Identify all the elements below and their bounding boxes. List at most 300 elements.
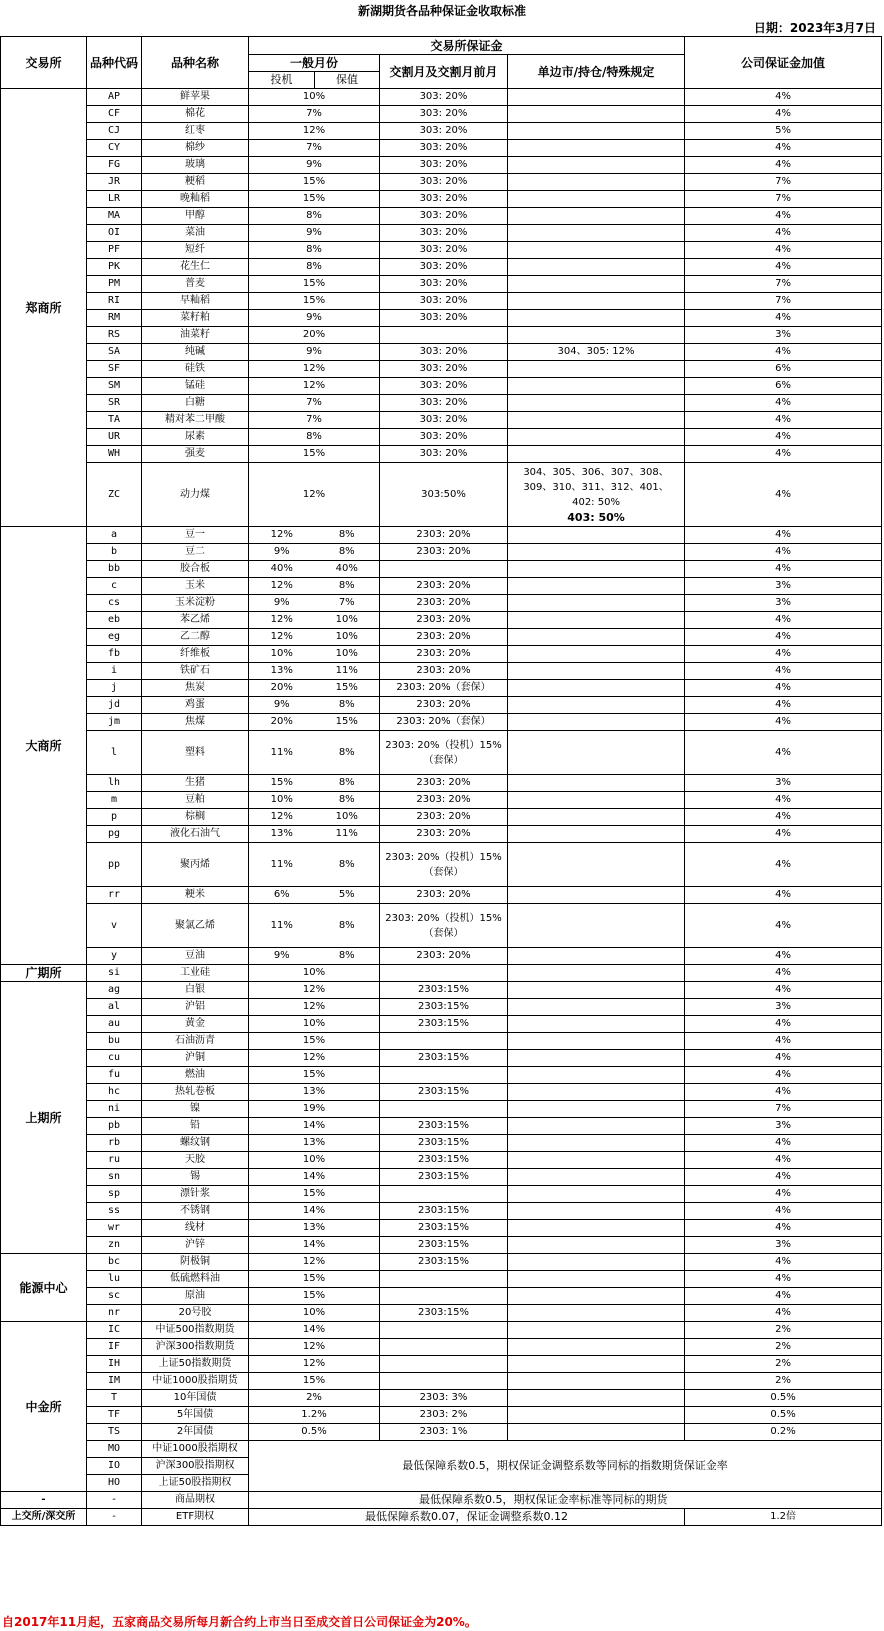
hedge-cell: 40% bbox=[315, 561, 380, 578]
delivery-cell: 303: 20% bbox=[380, 259, 508, 276]
table-row bbox=[1, 1033, 882, 1050]
table-row bbox=[1, 1356, 882, 1373]
table-row bbox=[1, 1373, 882, 1390]
name-cell: 纤维板 bbox=[142, 646, 249, 663]
name-cell: 上证50指数期货 bbox=[142, 1356, 249, 1373]
company-add-cell: 4% bbox=[685, 344, 882, 361]
name-cell: 沪深300股指期权 bbox=[142, 1458, 249, 1475]
delivery-cell bbox=[380, 1067, 508, 1084]
table-row bbox=[1, 191, 882, 208]
spec-cell: 9% bbox=[249, 225, 380, 242]
table-row bbox=[1, 1492, 882, 1509]
code-cell: fu bbox=[87, 1067, 142, 1084]
special-cell bbox=[508, 680, 685, 697]
spec-cell: 15% bbox=[249, 775, 315, 792]
table-row bbox=[1, 140, 882, 157]
hedge-cell: 8% bbox=[315, 775, 380, 792]
special-cell bbox=[508, 259, 685, 276]
company-add-cell: 4% bbox=[685, 1186, 882, 1203]
table-row bbox=[1, 1152, 882, 1169]
table-row bbox=[1, 395, 882, 412]
delivery-cell: 303: 20% bbox=[380, 361, 508, 378]
name-cell: 动力煤 bbox=[142, 463, 249, 527]
spec-cell: 14% bbox=[249, 1237, 380, 1254]
special-cell bbox=[508, 1169, 685, 1186]
exchange-cell: 中金所 bbox=[1, 1322, 87, 1492]
name-cell: 豆油 bbox=[142, 948, 249, 965]
table-row bbox=[1, 1424, 882, 1441]
name-cell: 阴极铜 bbox=[142, 1254, 249, 1271]
hedge-cell: 10% bbox=[315, 646, 380, 663]
delivery-cell: 2303:15% bbox=[380, 1203, 508, 1220]
special-cell bbox=[508, 174, 685, 191]
name-cell: 工业硅 bbox=[142, 965, 249, 982]
special-cell bbox=[508, 429, 685, 446]
special-cell bbox=[508, 1356, 685, 1373]
delivery-cell: 2303: 20% bbox=[380, 612, 508, 629]
code-cell: - bbox=[87, 1492, 142, 1509]
special-cell bbox=[508, 1101, 685, 1118]
spec-cell: 20% bbox=[249, 680, 315, 697]
delivery-cell: 303: 20% bbox=[380, 89, 508, 106]
spec-cell: 12% bbox=[249, 463, 380, 527]
code-cell: ss bbox=[87, 1203, 142, 1220]
delivery-cell: 303: 20% bbox=[380, 378, 508, 395]
header-spec: 投机 bbox=[249, 72, 315, 89]
spec-cell: 9% bbox=[249, 595, 315, 612]
spec-cell: 12% bbox=[249, 123, 380, 140]
special-cell bbox=[508, 663, 685, 680]
spec-cell: 6% bbox=[249, 887, 315, 904]
code-cell: FG bbox=[87, 157, 142, 174]
delivery-cell bbox=[380, 1186, 508, 1203]
name-cell: 漂针浆 bbox=[142, 1186, 249, 1203]
special-cell bbox=[508, 1152, 685, 1169]
spec-cell: 15% bbox=[249, 1067, 380, 1084]
table-row bbox=[1, 999, 882, 1016]
table-row bbox=[1, 344, 882, 361]
spec-cell: 10% bbox=[249, 1152, 380, 1169]
name-cell: 乙二醇 bbox=[142, 629, 249, 646]
company-add-cell: 4% bbox=[685, 208, 882, 225]
delivery-cell: 303: 20% bbox=[380, 446, 508, 463]
code-cell: - bbox=[87, 1509, 142, 1526]
spec-cell: 12% bbox=[249, 361, 380, 378]
spec-cell: 12% bbox=[249, 578, 315, 595]
hedge-cell: 8% bbox=[315, 731, 380, 775]
name-cell: 短纤 bbox=[142, 242, 249, 259]
delivery-cell: 303: 20% bbox=[380, 242, 508, 259]
delivery-cell: 2303: 20%（投机）15%（套保） bbox=[380, 731, 508, 775]
company-add-cell: 3% bbox=[685, 775, 882, 792]
name-cell: 硅铁 bbox=[142, 361, 249, 378]
special-cell bbox=[508, 809, 685, 826]
delivery-cell bbox=[380, 1322, 508, 1339]
hedge-cell: 10% bbox=[315, 612, 380, 629]
delivery-cell bbox=[380, 327, 508, 344]
code-cell: CY bbox=[87, 140, 142, 157]
table-row bbox=[1, 276, 882, 293]
delivery-cell bbox=[380, 965, 508, 982]
code-cell: RS bbox=[87, 327, 142, 344]
delivery-cell: 303: 20% bbox=[380, 395, 508, 412]
table-row bbox=[1, 809, 882, 826]
code-cell: lu bbox=[87, 1271, 142, 1288]
table-row bbox=[1, 714, 882, 731]
spec-cell: 12% bbox=[249, 378, 380, 395]
code-cell: sn bbox=[87, 1169, 142, 1186]
code-cell: v bbox=[87, 904, 142, 948]
code-cell: WH bbox=[87, 446, 142, 463]
delivery-cell: 2303: 20%（套保） bbox=[380, 714, 508, 731]
table-row bbox=[1, 1288, 882, 1305]
name-cell: 苯乙烯 bbox=[142, 612, 249, 629]
name-cell: 镍 bbox=[142, 1101, 249, 1118]
name-cell: 胶合板 bbox=[142, 561, 249, 578]
delivery-cell: 2303: 3% bbox=[380, 1390, 508, 1407]
code-cell: ni bbox=[87, 1101, 142, 1118]
table-row bbox=[1, 792, 882, 809]
special-cell bbox=[508, 463, 685, 527]
company-add-cell: 4% bbox=[685, 809, 882, 826]
code-cell: lh bbox=[87, 775, 142, 792]
table-row bbox=[1, 1220, 882, 1237]
spec-cell: 12% bbox=[249, 999, 380, 1016]
spec-cell: 13% bbox=[249, 663, 315, 680]
name-cell: 鲜苹果 bbox=[142, 89, 249, 106]
company-add-cell: 4% bbox=[685, 1305, 882, 1322]
name-cell: 中证1000股指期货 bbox=[142, 1373, 249, 1390]
table-row bbox=[1, 1441, 882, 1458]
code-cell: AP bbox=[87, 89, 142, 106]
table-row bbox=[1, 225, 882, 242]
special-cell bbox=[508, 612, 685, 629]
company-add-cell: 4% bbox=[685, 463, 882, 527]
company-add-cell: 4% bbox=[685, 242, 882, 259]
special-cell bbox=[508, 843, 685, 887]
table-row bbox=[1, 446, 882, 463]
spec-cell: 14% bbox=[249, 1203, 380, 1220]
company-add-cell: 7% bbox=[685, 174, 882, 191]
spec-cell: 15% bbox=[249, 1373, 380, 1390]
report-date: 日期：2023年3月7日 bbox=[753, 21, 876, 35]
code-cell: b bbox=[87, 544, 142, 561]
code-cell: TF bbox=[87, 1407, 142, 1424]
special-cell bbox=[508, 191, 685, 208]
table-row bbox=[1, 527, 882, 544]
code-cell: p bbox=[87, 809, 142, 826]
spec-cell: 19% bbox=[249, 1101, 380, 1118]
spec-cell: 12% bbox=[249, 527, 315, 544]
delivery-cell: 2303: 20% bbox=[380, 544, 508, 561]
delivery-cell: 303: 20% bbox=[380, 429, 508, 446]
header-hedge: 保值 bbox=[315, 72, 380, 89]
code-cell: ZC bbox=[87, 463, 142, 527]
delivery-cell: 2303:15% bbox=[380, 1169, 508, 1186]
spec-cell: 12% bbox=[249, 809, 315, 826]
company-add-cell: 7% bbox=[685, 191, 882, 208]
table-row bbox=[1, 904, 882, 948]
company-add-cell: 4% bbox=[685, 544, 882, 561]
company-add-cell: 4% bbox=[685, 680, 882, 697]
company-add-cell: 4% bbox=[685, 446, 882, 463]
header-company-add: 公司保证金加值 bbox=[685, 37, 882, 89]
company-add-cell: 5% bbox=[685, 123, 882, 140]
spec-cell: 20% bbox=[249, 327, 380, 344]
company-add-cell: 4% bbox=[685, 225, 882, 242]
company-add-cell: 1.2倍 bbox=[685, 1509, 882, 1526]
table-row bbox=[1, 1050, 882, 1067]
name-cell: 尿素 bbox=[142, 429, 249, 446]
spec-cell: 10% bbox=[249, 646, 315, 663]
hedge-cell: 8% bbox=[315, 843, 380, 887]
hedge-cell: 10% bbox=[315, 809, 380, 826]
delivery-cell: 2303: 20% bbox=[380, 663, 508, 680]
hedge-cell: 8% bbox=[315, 544, 380, 561]
name-cell: 沪铜 bbox=[142, 1050, 249, 1067]
spec-cell: 2% bbox=[249, 1390, 380, 1407]
hedge-cell: 8% bbox=[315, 697, 380, 714]
page-title: 新湖期货各品种保证金收取标准 bbox=[357, 4, 526, 18]
table-row bbox=[1, 561, 882, 578]
code-cell: al bbox=[87, 999, 142, 1016]
special-cell bbox=[508, 1254, 685, 1271]
company-add-cell: 0.5% bbox=[685, 1407, 882, 1424]
special-cell bbox=[508, 1067, 685, 1084]
company-add-cell: 4% bbox=[685, 612, 882, 629]
special-cell bbox=[508, 293, 685, 310]
spec-cell: 12% bbox=[249, 982, 380, 999]
delivery-cell: 2303:15% bbox=[380, 1016, 508, 1033]
special-cell bbox=[508, 225, 685, 242]
delivery-cell: 303: 20% bbox=[380, 106, 508, 123]
company-add-cell: 4% bbox=[685, 887, 882, 904]
special-cell bbox=[508, 544, 685, 561]
exchange-cell: 能源中心 bbox=[1, 1254, 87, 1322]
table-row bbox=[1, 982, 882, 999]
delivery-cell: 2303: 20% bbox=[380, 697, 508, 714]
company-add-cell: 4% bbox=[685, 1016, 882, 1033]
company-add-cell: 4% bbox=[685, 731, 882, 775]
code-cell: TS bbox=[87, 1424, 142, 1441]
code-cell: ag bbox=[87, 982, 142, 999]
code-cell: rb bbox=[87, 1135, 142, 1152]
name-cell: 石油沥青 bbox=[142, 1033, 249, 1050]
special-cell bbox=[508, 904, 685, 948]
name-cell: 棉花 bbox=[142, 106, 249, 123]
delivery-cell: 2303: 2% bbox=[380, 1407, 508, 1424]
spec-cell: 9% bbox=[249, 948, 315, 965]
code-cell: i bbox=[87, 663, 142, 680]
company-add-cell: 6% bbox=[685, 361, 882, 378]
name-cell: 液化石油气 bbox=[142, 826, 249, 843]
special-cell bbox=[508, 714, 685, 731]
special-cell bbox=[508, 1288, 685, 1305]
company-add-cell: 2% bbox=[685, 1373, 882, 1390]
code-cell: CF bbox=[87, 106, 142, 123]
table-row bbox=[1, 1186, 882, 1203]
special-cell bbox=[508, 106, 685, 123]
special-cell bbox=[508, 527, 685, 544]
spec-cell: 13% bbox=[249, 1220, 380, 1237]
code-cell: nr bbox=[87, 1305, 142, 1322]
name-cell: 上证50股指期权 bbox=[142, 1475, 249, 1492]
table-row bbox=[1, 1305, 882, 1322]
spec-cell: 12% bbox=[249, 629, 315, 646]
company-add-cell: 4% bbox=[685, 1135, 882, 1152]
delivery-cell: 2303: 20% bbox=[380, 646, 508, 663]
delivery-cell: 303:50% bbox=[380, 463, 508, 527]
table-row bbox=[1, 1237, 882, 1254]
company-add-cell: 4% bbox=[685, 826, 882, 843]
delivery-cell: 303: 20% bbox=[380, 191, 508, 208]
company-add-cell: 4% bbox=[685, 140, 882, 157]
spec-cell: 9% bbox=[249, 697, 315, 714]
table-row bbox=[1, 843, 882, 887]
table-row bbox=[1, 1016, 882, 1033]
delivery-cell: 2303: 20% bbox=[380, 809, 508, 826]
company-add-cell: 4% bbox=[685, 1033, 882, 1050]
hedge-cell: 11% bbox=[315, 663, 380, 680]
special-cell bbox=[508, 1339, 685, 1356]
table-row bbox=[1, 948, 882, 965]
name-cell: 黄金 bbox=[142, 1016, 249, 1033]
spec-cell: 13% bbox=[249, 1135, 380, 1152]
company-add-cell: 6% bbox=[685, 378, 882, 395]
code-cell: m bbox=[87, 792, 142, 809]
company-add-cell: 4% bbox=[685, 395, 882, 412]
delivery-cell: 303: 20% bbox=[380, 310, 508, 327]
company-add-cell: 4% bbox=[685, 310, 882, 327]
spec-cell: 11% bbox=[249, 731, 315, 775]
hedge-cell: 8% bbox=[315, 578, 380, 595]
special-cell bbox=[508, 310, 685, 327]
spec-cell: 12% bbox=[249, 1356, 380, 1373]
special-cell bbox=[508, 1305, 685, 1322]
code-cell: cu bbox=[87, 1050, 142, 1067]
code-cell: IF bbox=[87, 1339, 142, 1356]
delivery-cell bbox=[380, 1288, 508, 1305]
name-cell: 豆一 bbox=[142, 527, 249, 544]
special-cell bbox=[508, 1271, 685, 1288]
company-add-cell: 2% bbox=[685, 1339, 882, 1356]
company-add-cell: 4% bbox=[685, 948, 882, 965]
name-cell: 塑料 bbox=[142, 731, 249, 775]
name-cell: 沪深300指数期货 bbox=[142, 1339, 249, 1356]
code-cell: IH bbox=[87, 1356, 142, 1373]
table-row bbox=[1, 663, 882, 680]
name-cell: 菜籽粕 bbox=[142, 310, 249, 327]
special-cell bbox=[508, 395, 685, 412]
header-delivery: 交割月及交割月前月 bbox=[380, 55, 508, 89]
special-cell bbox=[508, 1203, 685, 1220]
spec-cell: 10% bbox=[249, 965, 380, 982]
special-cell bbox=[508, 446, 685, 463]
code-cell: SM bbox=[87, 378, 142, 395]
name-cell: 强麦 bbox=[142, 446, 249, 463]
code-cell: pb bbox=[87, 1118, 142, 1135]
code-cell: eg bbox=[87, 629, 142, 646]
special-cell bbox=[508, 1220, 685, 1237]
spec-cell: 15% bbox=[249, 293, 380, 310]
name-cell: 焦煤 bbox=[142, 714, 249, 731]
table-row bbox=[1, 1322, 882, 1339]
table-row bbox=[1, 612, 882, 629]
spec-cell: 7% bbox=[249, 395, 380, 412]
delivery-cell: 2303: 20% bbox=[380, 775, 508, 792]
name-cell: 原油 bbox=[142, 1288, 249, 1305]
header-code: 品种代码 bbox=[87, 37, 142, 89]
table-row bbox=[1, 646, 882, 663]
code-cell: c bbox=[87, 578, 142, 595]
table-row bbox=[1, 1339, 882, 1356]
code-cell: SF bbox=[87, 361, 142, 378]
table-row bbox=[1, 775, 882, 792]
company-add-cell: 3% bbox=[685, 578, 882, 595]
name-cell: ETF期权 bbox=[142, 1509, 249, 1526]
company-add-cell: 0.2% bbox=[685, 1424, 882, 1441]
company-add-cell: 4% bbox=[685, 714, 882, 731]
name-cell: 低硫燃料油 bbox=[142, 1271, 249, 1288]
delivery-cell: 2303:15% bbox=[380, 982, 508, 999]
special-text: 304、305、306、307、308、309、310、311、312、401、402: 50% bbox=[523, 466, 669, 508]
code-cell: si bbox=[87, 965, 142, 982]
company-add-cell: 4% bbox=[685, 561, 882, 578]
name-cell: 鸡蛋 bbox=[142, 697, 249, 714]
name-cell: 甲醇 bbox=[142, 208, 249, 225]
name-cell: 菜油 bbox=[142, 225, 249, 242]
code-cell: eb bbox=[87, 612, 142, 629]
spec-cell: 9% bbox=[249, 344, 380, 361]
table-row bbox=[1, 544, 882, 561]
special-cell bbox=[508, 775, 685, 792]
delivery-cell: 2303:15% bbox=[380, 1118, 508, 1135]
special-cell bbox=[508, 1118, 685, 1135]
code-cell: jm bbox=[87, 714, 142, 731]
name-cell: 燃油 bbox=[142, 1067, 249, 1084]
delivery-cell bbox=[380, 1356, 508, 1373]
hedge-cell: 15% bbox=[315, 714, 380, 731]
special-cell bbox=[508, 1016, 685, 1033]
table-row bbox=[1, 1271, 882, 1288]
table-row bbox=[1, 1169, 882, 1186]
company-add-cell: 4% bbox=[685, 1169, 882, 1186]
special-cell bbox=[508, 1424, 685, 1441]
special-cell: 304、305: 12% bbox=[508, 344, 685, 361]
name-cell: 早籼稻 bbox=[142, 293, 249, 310]
name-cell: 豆二 bbox=[142, 544, 249, 561]
spec-cell: 1.2% bbox=[249, 1407, 380, 1424]
code-cell: l bbox=[87, 731, 142, 775]
hedge-cell: 8% bbox=[315, 948, 380, 965]
special-cell bbox=[508, 208, 685, 225]
code-cell: hc bbox=[87, 1084, 142, 1101]
table-row bbox=[1, 463, 882, 527]
company-add-cell: 3% bbox=[685, 1237, 882, 1254]
name-cell: 白糖 bbox=[142, 395, 249, 412]
code-cell: bu bbox=[87, 1033, 142, 1050]
delivery-cell: 2303: 20% bbox=[380, 792, 508, 809]
company-add-cell: 7% bbox=[685, 1101, 882, 1118]
special-cell bbox=[508, 1373, 685, 1390]
delivery-cell: 2303: 1% bbox=[380, 1424, 508, 1441]
spec-cell: 15% bbox=[249, 1186, 380, 1203]
special-cell bbox=[508, 731, 685, 775]
name-cell: 商品期权 bbox=[142, 1492, 249, 1509]
spec-cell: 8% bbox=[249, 242, 380, 259]
hedge-cell: 8% bbox=[315, 792, 380, 809]
company-add-cell: 4% bbox=[685, 697, 882, 714]
